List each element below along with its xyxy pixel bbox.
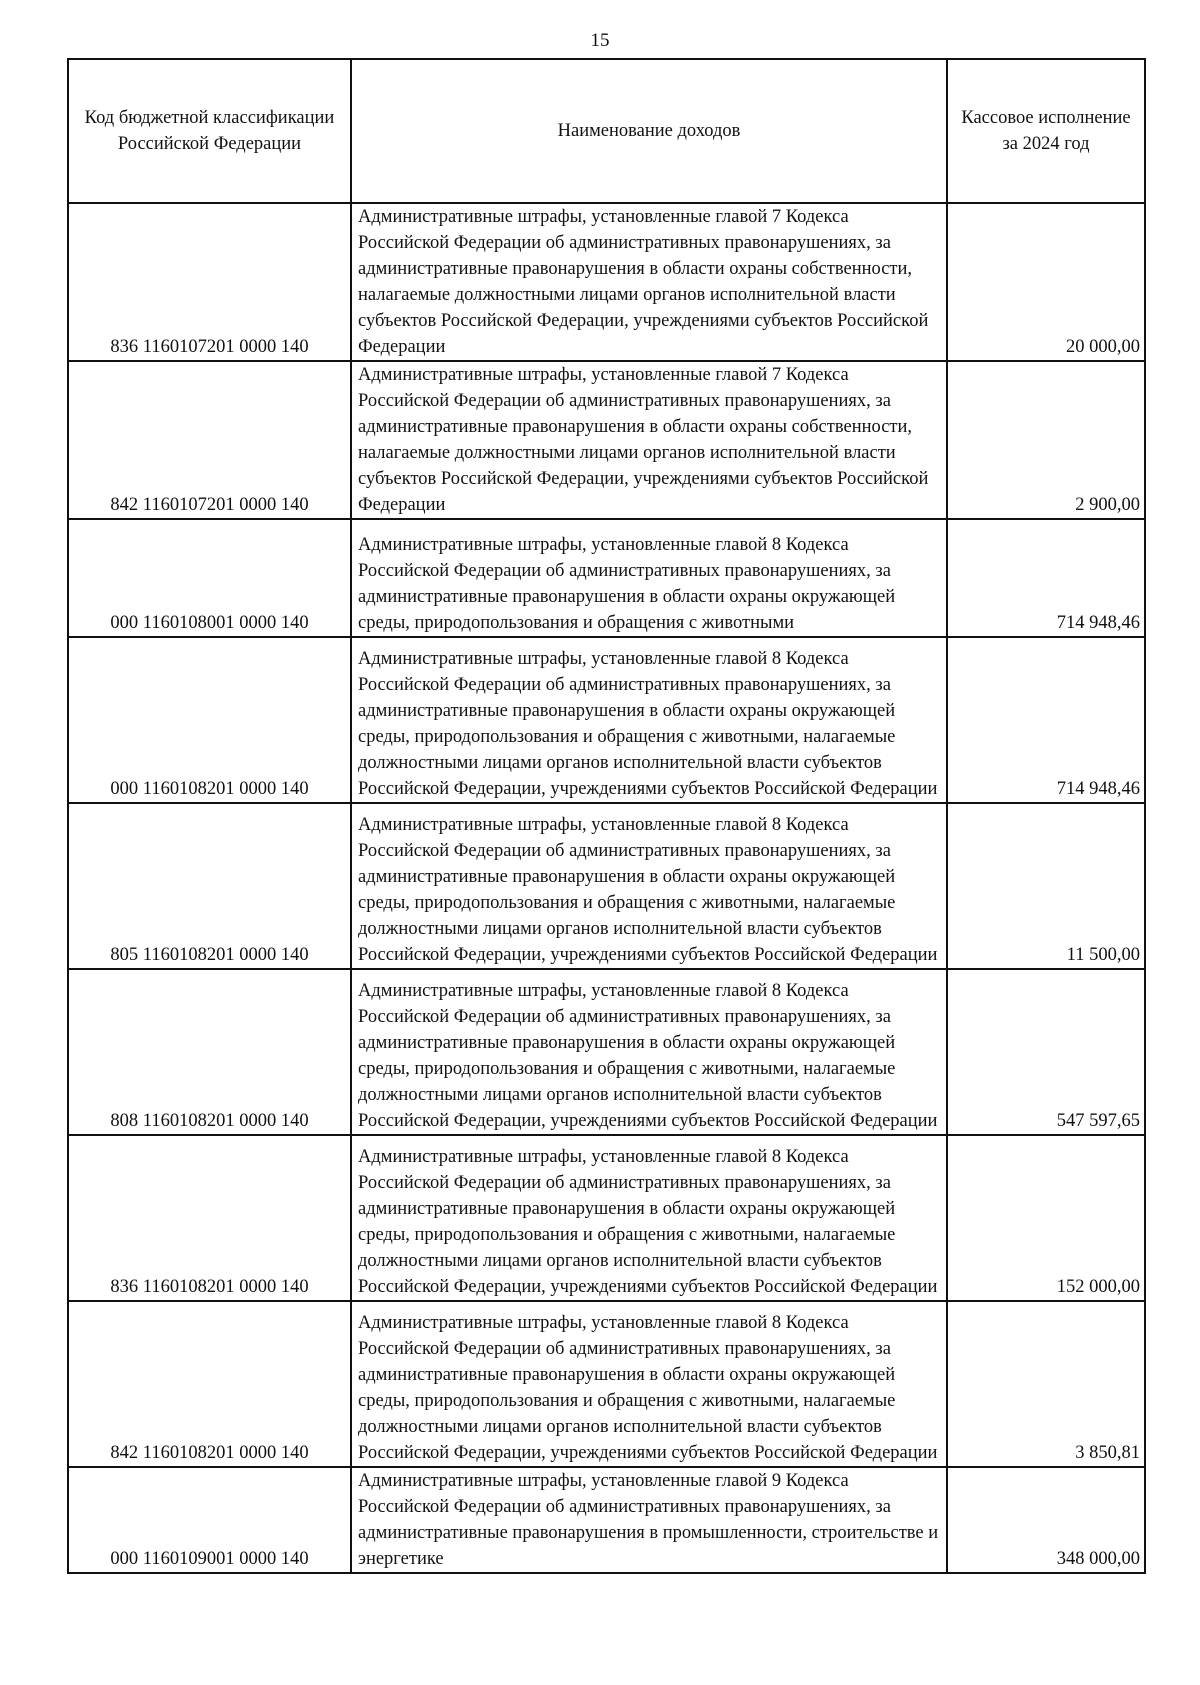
cell-amount: 714 948,46: [947, 637, 1145, 803]
cell-amount: 547 597,65: [947, 969, 1145, 1135]
table-row: [68, 1135, 1145, 1301]
cell-code: 000 1160109001 0000 140: [68, 1467, 351, 1573]
cell-code: 842 1160107201 0000 140: [68, 361, 351, 519]
cell-code: 000 1160108201 0000 140: [68, 637, 351, 803]
header-row: [68, 59, 1145, 203]
table-row: [68, 637, 1145, 803]
header-budget-code: Код бюджетной классификации Российской Федерации: [68, 59, 351, 203]
cell-name: Административные штрафы, установленные главой 7 Кодекса Российской Федерации об административных правонарушениях, за административные правонарушения в области охраны собственности, налагаемые должностными лицами органов исполнительной власти субъектов Российской Федерации, учреждениями субъектов Российской Федерации: [351, 361, 947, 519]
cell-name: Административные штрафы, установленные главой 8 Кодекса Российской Федерации об административных правонарушениях, за административные правонарушения в области охраны окружающей среды, природопользования и обращения с животными, налагаемые должностными лицами органов исполнительной власти субъектов Российской Федерации, учреждениями субъектов Российской Федерации: [351, 1301, 947, 1467]
table-row: [68, 519, 1145, 637]
table-body: [68, 203, 1145, 1573]
cell-name: Административные штрафы, установленные главой 7 Кодекса Российской Федерации об административных правонарушениях, за административные правонарушения в области охраны собственности, налагаемые должностными лицами органов исполнительной власти субъектов Российской Федерации, учреждениями субъектов Российской Федерации: [351, 203, 947, 361]
cell-code: 836 1160107201 0000 140: [68, 203, 351, 361]
cell-name: Административные штрафы, установленные главой 8 Кодекса Российской Федерации об административных правонарушениях, за административные правонарушения в области охраны окружающей среды, природопользования и обращения с животными, налагаемые должностными лицами органов исполнительной власти субъектов Российской Федерации, учреждениями субъектов Российской Федерации: [351, 637, 947, 803]
cell-amount: 11 500,00: [947, 803, 1145, 969]
table-row: [68, 1467, 1145, 1573]
page-number: 15: [590, 30, 610, 51]
revenue-table: [67, 58, 1146, 1574]
header-revenue-name: Наименование доходов: [351, 59, 947, 203]
cell-name: Административные штрафы, установленные главой 8 Кодекса Российской Федерации об административных правонарушениях, за административные правонарушения в области охраны окружающей среды, природопользования и обращения с животными, налагаемые должностными лицами органов исполнительной власти субъектов Российской Федерации, учреждениями субъектов Российской Федерации: [351, 803, 947, 969]
cell-code: 842 1160108201 0000 140: [68, 1301, 351, 1467]
cell-amount: 348 000,00: [947, 1467, 1145, 1573]
cell-amount: 3 850,81: [947, 1301, 1145, 1467]
table-row: [68, 203, 1145, 361]
table-row: [68, 1301, 1145, 1467]
cell-amount: 20 000,00: [947, 203, 1145, 361]
cell-amount: 2 900,00: [947, 361, 1145, 519]
cell-code: 808 1160108201 0000 140: [68, 969, 351, 1135]
cell-name: Административные штрафы, установленные главой 8 Кодекса Российской Федерации об административных правонарушениях, за административные правонарушения в области охраны окружающей среды, природопользования и обращения с животными: [351, 519, 947, 637]
header-cash-execution: Кассовое исполнение за 2024 год: [947, 59, 1145, 203]
cell-name: Административные штрафы, установленные главой 8 Кодекса Российской Федерации об административных правонарушениях, за административные правонарушения в области охраны окружающей среды, природопользования и обращения с животными, налагаемые должностными лицами органов исполнительной власти субъектов Российской Федерации, учреждениями субъектов Российской Федерации: [351, 969, 947, 1135]
cell-code: 805 1160108201 0000 140: [68, 803, 351, 969]
table-row: [68, 969, 1145, 1135]
cell-amount: 152 000,00: [947, 1135, 1145, 1301]
cell-code: 836 1160108201 0000 140: [68, 1135, 351, 1301]
cell-code: 000 1160108001 0000 140: [68, 519, 351, 637]
table-row: [68, 361, 1145, 519]
cell-name: Административные штрафы, установленные главой 9 Кодекса Российской Федерации об административных правонарушениях, за административные правонарушения в промышленности, строительстве и энергетике: [351, 1467, 947, 1573]
table-row: [68, 803, 1145, 969]
table-header: [68, 59, 1145, 203]
cell-amount: 714 948,46: [947, 519, 1145, 637]
cell-name: Административные штрафы, установленные главой 8 Кодекса Российской Федерации об административных правонарушениях, за административные правонарушения в области охраны окружающей среды, природопользования и обращения с животными, налагаемые должностными лицами органов исполнительной власти субъектов Российской Федерации, учреждениями субъектов Российской Федерации: [351, 1135, 947, 1301]
